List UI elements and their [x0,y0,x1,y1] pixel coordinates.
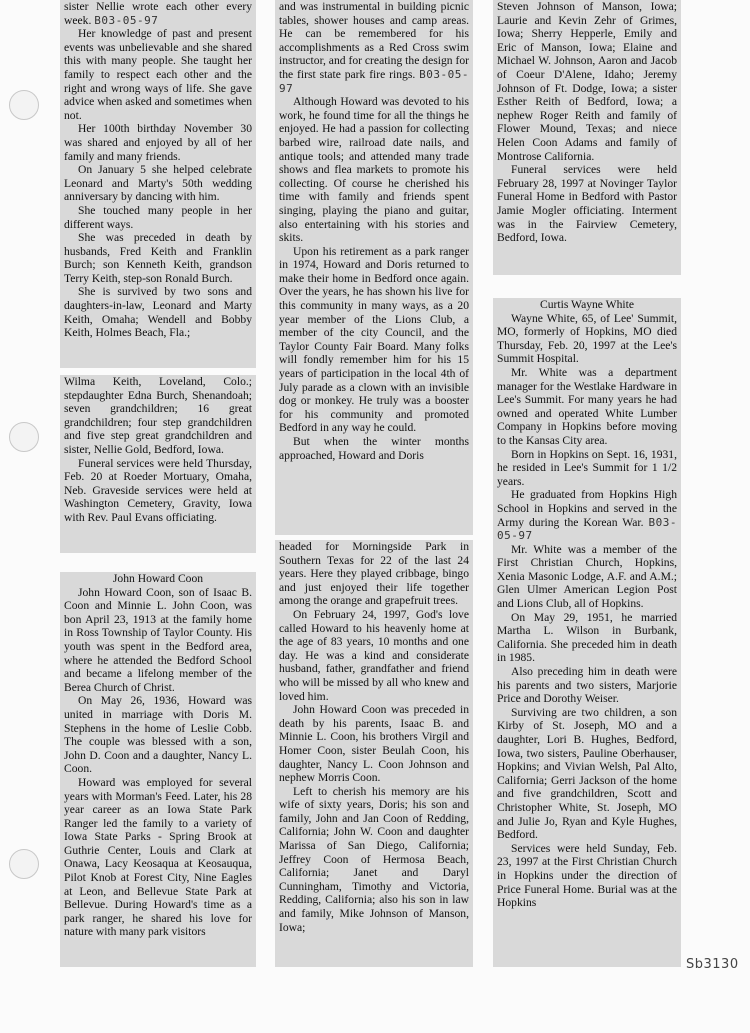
paragraph: and was instrumental in building picnic tables, shower houses and camp areas. He can be remembered for his accomplishments as a Red Cross swim instructor, and for creating the design for the first state park fire rings. B03-05-97 [279,0,469,95]
paragraph: On May 29, 1951, he married Martha L. Wilson in Burbank, California. She preceded him in death in 1985. [497,610,677,665]
obituary-clipping-coon-part3 [275,540,473,967]
obituary-clipping-coon-part1 [60,572,256,967]
handwritten-date: B03-05-97 [497,515,677,543]
paragraph: She was preceded in death by husbands, Fred Keith and Franklin Burch; son Kenneth Keith, grandson Terry Keith, step-son Ronald Burch. [64,231,252,285]
paragraph: Her 100th birthday November 30 was shared and enjoyed by all of her family and many friends. [64,122,252,163]
paragraph: Wilma Keith, Loveland, Colo.; stepdaughter Edna Burch, Shenandoah; seven grandchildren; 16 great grandchildren; four step grandchildren and five step great grandchildren and sister, Nellie Gold, Bedford, Iowa. [64,375,252,456]
paragraph: Although Howard was devoted to his work, he found time for all the things he enjoyed. He had a passion for collecting barbed wire, railroad date nails, and antique tools; and attended many trade shows and flea markets to promote his collecting. Of course he cherished his time with family and friends spent singing, playing the piano and guitar, also entertaining with his stories and skits. [279,95,469,245]
paragraph: Funeral services were held February 28, 1997 at Novinger Taylor Funeral Home in Bedford with Pastor Jamie Mogler officiating. Interment was in the Fairview Cemetery, Bedford, Iowa. [497,163,677,245]
obituary-clipping-coon-part4 [493,0,681,275]
obituary-clipping-white [493,298,681,967]
paragraph: Upon his retirement as a park ranger in 1974, Howard and Doris returned to make their home in Bedford once again. Over the years, he has shown his live for this community in many ways, as a 20 year member of the Lions Club, a member of the city Council, and the Taylor County Fair Board. Many folks will fondly remember him for his 15 years of participation in the local 4th of July parade as a clown with an invisible dog or monkey. He truly was a booster for his community and promoted Bedford in any way he could. [279,244,469,435]
paragraph: headed for Morningside Park in Southern Texas for 22 of the last 24 years. Here they played cribbage, bingo and just enjoyed their life together among the orange and grapefruit trees. [279,540,469,608]
paragraph: John Howard Coon was preceded in death by his parents, Isaac B. and Minnie L. Coon, his brothers Virgil and Homer Coon, sister Beulah Coon, his daughter, Nancy L. Coon Johnson and nephew Morris Coon. [279,703,469,785]
paragraph: But when the winter months approached, Howard and Doris [279,435,469,462]
sheet-id-label: Sb3130 [686,957,739,972]
handwritten-date: B03-05-97 [94,13,159,27]
paragraph: Howard was employed for several years with Morman's Feed. Later, his 28 year career as an Iowa State Park Ranger led the family to a variety of Iowa State Parks - Spring Brook at Guthrie Center, Louis and Clark at Onawa, Lacy Keosaqua at Keosauqua, Pilot Knob at Forest City, Nine Eagles at Leon, and Bellevue State Park at Bellevue. During Howard's time as a park ranger, he shared his love for nature with many park visitors [64,775,252,939]
punch-hole [9,422,39,452]
paragraph: Surviving are two children, a son Kirby of St. Joseph, MO and a daughter, Lori B. Hughes, Bedford, Iowa, two sisters, Pauline Oberhauser, Hopkins; and Vivian Welsh, Pal Alto, California; Gerri Jackson of the home and five grandchildren, Scott and Christopher White, St. Joseph, MO and Julie Jo, Ryan and Kyle Hughes, Bedford. [497,705,677,842]
paragraph: On May 26, 1936, Howard was united in marriage with Doris M. Stephens in the home of Leslie Cobb. The couple was blessed with a son, John D. Coon and a daughter, Nancy L. Coon. [64,694,252,776]
obituary-clipping-keith-part1 [60,0,256,368]
obituary-clipping-keith-part2 [60,375,256,553]
paragraph: Steven Johnson of Manson, Iowa; Laurie and Kevin Zehr of Grimes, Iowa; Sherry Hepperle, Emily and Eric of Manson, Iowa; Elaine and Michael W. Johnson, Aaron and Jacob of Coeur D'Alene, Idaho; Jeremy Johnson of Ft. Dodge, Iowa; a sister Esther Reith of Bedford, Iowa; a nephew Roger Reith and family of Flower Mound, Texas; and niece Helen Coon Adams and family of Montrose California. [497,0,677,163]
paragraph: She is survived by two sons and daughters-in-law, Leonard and Marty Keith, Omaha; Wendell and Bobby Keith, Holmes Beach, Fla.; [64,285,252,340]
paragraph: sister Nellie wrote each other every week. B03-05-97 [64,0,252,27]
paragraph: On January 5 she helped celebrate Leonard and Marty's 50th wedding anniversary by dancing with him. [64,163,252,204]
paragraph: Her knowledge of past and present events was unbelievable and she shared this with many people. She taught her family to respect each other and the right and wrong ways of life. She gave advice when asked and sometimes when not. [64,27,252,122]
paragraph: Mr. White was a department manager for the Westlake Hardware in Lee's Summit. For many years he had owned and operated White Lumber Company in Hopkins before moving to the Kansas City area. [497,365,677,447]
paragraph: Funeral services were held Thursday, Feb. 20 at Roeder Mortuary, Omaha, Neb. Graveside services were held at Washington Cemetery, Gravity, Iowa with Rev. Paul Evans officiating. [64,456,252,524]
obituary-title: Curtis Wayne White [540,298,634,311]
paragraph: He graduated from Hopkins High School in Hopkins and served in the Army during the Korean War. B03-05-97 [497,488,677,543]
paragraph: Mr. White was a member of the First Christian Church, Hopkins, Xenia Masonic Lodge, A.F. and A.M.; Glen Ulmer American Legion Post and Lions Club, all of Hopkins. [497,542,677,611]
paragraph: John Howard Coon, son of Isaac B. Coon and Minnie L. John Coon, was bon April 23, 1913 at the family home in Ross Township of Taylor County. His youth was spent in the Bedford area, where he attended the Bedford School and became a lifelong member of the Berea Church of Christ. [64,585,252,694]
handwritten-date: B03-05-97 [279,67,469,95]
obituary-clipping-coon-part2 [275,0,473,535]
paragraph: On February 24, 1997, God's love called Howard to his heavenly home at the age of 83 years, 10 months and one day. He was a kind and considerate husband, father, grandfather and friend who will be missed by all who knew and loved him. [279,607,469,703]
punch-hole [9,849,39,879]
paragraph: Also preceding him in death were his parents and two sisters, Marjorie Price and Dorothy Weiser. [497,665,677,706]
paragraph: Wayne White, 65, of Lee' Summit, MO, formerly of Hopkins, MO died Thursday, Feb. 20, 1997 at the Lee's Summit Hospital. [497,311,677,366]
obituary-title: John Howard Coon [112,572,204,585]
punch-hole [9,90,39,120]
paragraph: Services were held Sunday, Feb. 23, 1997 at the First Christian Church in Hopkins under the direction of Price Funeral Home. Burial was at the Hopkins [497,841,677,910]
paragraph: She touched many people in her different ways. [64,203,252,231]
paragraph: Born in Hopkins on Sept. 16, 1931, he resided in Lee's Summit for 1 1/2 years. [497,447,677,488]
paragraph: Left to cherish his memory are his wife of sixty years, Doris; his son and family, John and Jan Coon of Redding, California; John W. Coon and daughter Marissa of San Diego, California; Jeffrey Coon of Hermosa Beach, California; Janet and Daryl Cunningham, Timothy and Victoria, Redding, California; also his son in law and family, Mike Johnson of Manson, Iowa; [279,784,469,934]
